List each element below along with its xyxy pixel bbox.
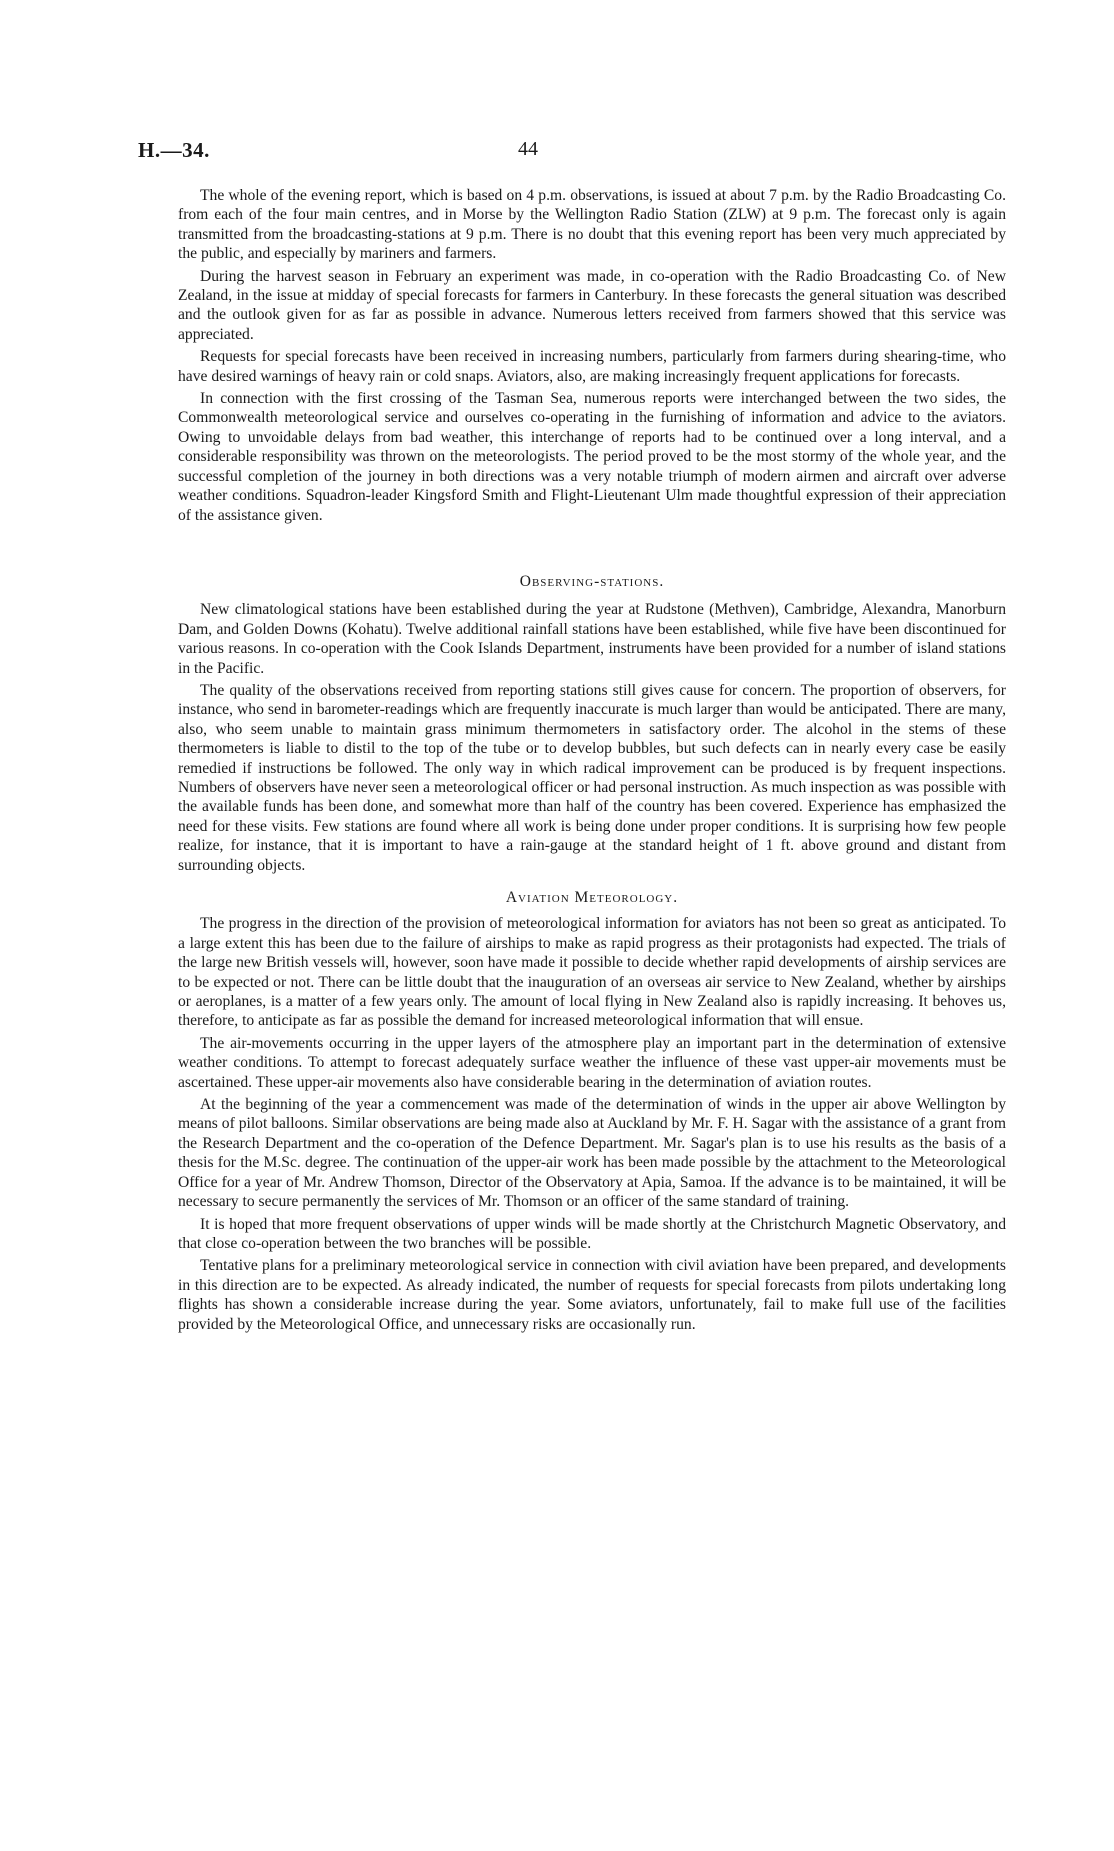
paragraph-civil-aviation-plans: Tentative plans for a preliminary meteorological service in connection with civil aviation have been prepared, and developments in this direction are to be expected. As already indicated, the number of requests for special forecasts from pilots undertaking long flights has shown a considerable increase during the year. Some aviators, unfortunately, fail to make full use of the facilities provided by the Meteorological Office, and unnecessary risks are occasionally run.	[178, 1257, 1006, 1333]
section-spacer	[178, 528, 1006, 550]
paragraph-tasman-crossing: In connection with the first crossing of the Tasman Sea, numerous reports were interchanged between the two sides, the Commonwealth meteorological service and ourselves co-operating in the furnishing of information and advice to the aviators. Owing to unvoidable delays from bad weather, this interchange of reports had to be continued over a long interval, and a considerable responsibility was thrown on the meteorologists. The period proved to be the most stormy of the whole year, and the successful completion of the journey in both directions was a very notable triumph of modern airmen and aircraft over adverse weather conditions. Squadron-leader Kingsford Smith and Flight-Lieutenant Ulm made thoughtful expression of their appreciation of the assistance given.	[178, 390, 1006, 524]
section-heading-observing-stations: Observing-stations.	[519, 572, 665, 590]
paragraph-pilot-balloons: At the beginning of the year a commencement was made of the determination of winds in the upper air above Wellington by means of pilot balloons. Similar observations are being made also at Auckland by Mr. F. H. Sagar with the assistance of a grant from the Research Department and the co-operation of the Defence Department. Mr. Sagar's plan is to use his results as the basis of a thesis for the M.Sc. degree. The continuation of the upper-air work has been made possible by the attachment to the Meteorological Office for a year of Mr. Andrew Thomson, Director of the Observatory at Apia, Samoa. If the advance is to be maintained, it will be necessary to secure permanently the services of Mr. Thomson or an officer of the same standard of training.	[178, 1096, 1006, 1211]
page-number: 44	[518, 138, 538, 160]
page-header	[138, 138, 558, 164]
paragraph-new-stations: New climatological stations have been established during the year at Rudstone (Methven), Cambridge, Alexandra, Manorburn Dam, and Golden Downs (Kohatu). Twelve additional rainfall stations have been established, while five have been discontinued for various reasons. In co-operation with the Cook Islands Department, instruments have been provided for a number of island stations in the Pacific.	[178, 601, 1006, 677]
document-reference: H.—34.	[138, 138, 210, 162]
paragraph-harvest-forecasts: During the harvest season in February an experiment was made, in co-operation with the Radio Broadcasting Co. of New Zealand, in the issue at midday of special forecasts for farmers in Canterbury. In these forecasts the general situation was described and the outlook given for as far as possible in advance. Numerous letters received from farmers showed that this service was appreciated.	[178, 267, 1006, 343]
section-heading-aviation-meteorology: Aviation Meteorology.	[505, 889, 679, 906]
page-body	[178, 186, 1006, 1337]
paragraph-air-movements: The air-movements occurring in the upper layers of the atmosphere play an important part in the determination of extensive weather conditions. To attempt to forecast adequately surface weather the influence of these vast upper-air movements must be ascertained. These upper-air movements also have considerable bearing in the determination of aviation routes.	[178, 1034, 1006, 1091]
paragraph-special-requests: Requests for special forecasts have been received in increasing numbers, particularly from farmers during shearing-time, who have desired warnings of heavy rain or cold snaps. Aviators, also, are making increasingly frequent applications for forecasts.	[178, 348, 1006, 385]
paragraph-aviation-progress: The progress in the direction of the provision of meteorological information for aviators has not been so great as anticipated. To a large extent this has been due to the failure of airships to make as rapid progress as their protagonists had expected. The trials of the large new British vessels will, however, soon have made it possible to decide whether rapid developments of airship services are to be expected or not. There can be little doubt that the inauguration of an overseas air service to New Zealand, whether by airships or aeroplanes, is a matter of a few years only. The amount of local flying in New Zealand also is rapidly increasing. It behoves us, therefore, to anticipate as far as possible the demand for increased meteorological information that will ensue.	[178, 915, 1006, 1030]
paragraph-evening-report: The whole of the evening report, which is based on 4 p.m. observations, is issued at about 7 p.m. by the Radio Broadcasting Co. from each of the four main centres, and in Morse by the Wellington Radio Station (ZLW) at 9 p.m. The forecast only is again transmitted from the broadcasting-stations at 9 p.m. There is no doubt that this evening report has been very much appreciated by the public, and especially by mariners and farmers.	[178, 187, 1006, 263]
paragraph-observation-quality: The quality of the observations received from reporting stations still gives cause for concern. The proportion of observers, for instance, who send in barometer-readings which are frequently inaccurate is much larger than would be anticipated. There are many, also, who seem unable to maintain grass minimum thermometers in satisfactory order. The alcohol in the stems of these thermometers is liable to distil to the top of the tube or to develop bubbles, but such defects can in nearly every case be easily remedied if instructions be followed. The only way in which radical improvement can be produced is by frequent inspections. Numbers of observers have never seen a meteorological officer or had personal instruction. As much inspection as was possible with the available funds has been done, and somewhat more than half of the country has been covered. Experience has emphasized the need for these visits. Few stations are found where all work is being done under proper conditions. It is surprising how few people realize, for instance, that it is important to have a rain-gauge at the standard height of 1 ft. above ground and distant from surrounding objects.	[178, 681, 1006, 874]
paragraph-christchurch-observatory: It is hoped that more frequent observations of upper winds will be made shortly at the Christchurch Magnetic Observatory, and that close co-operation between the two branches will be possible.	[178, 1215, 1006, 1252]
